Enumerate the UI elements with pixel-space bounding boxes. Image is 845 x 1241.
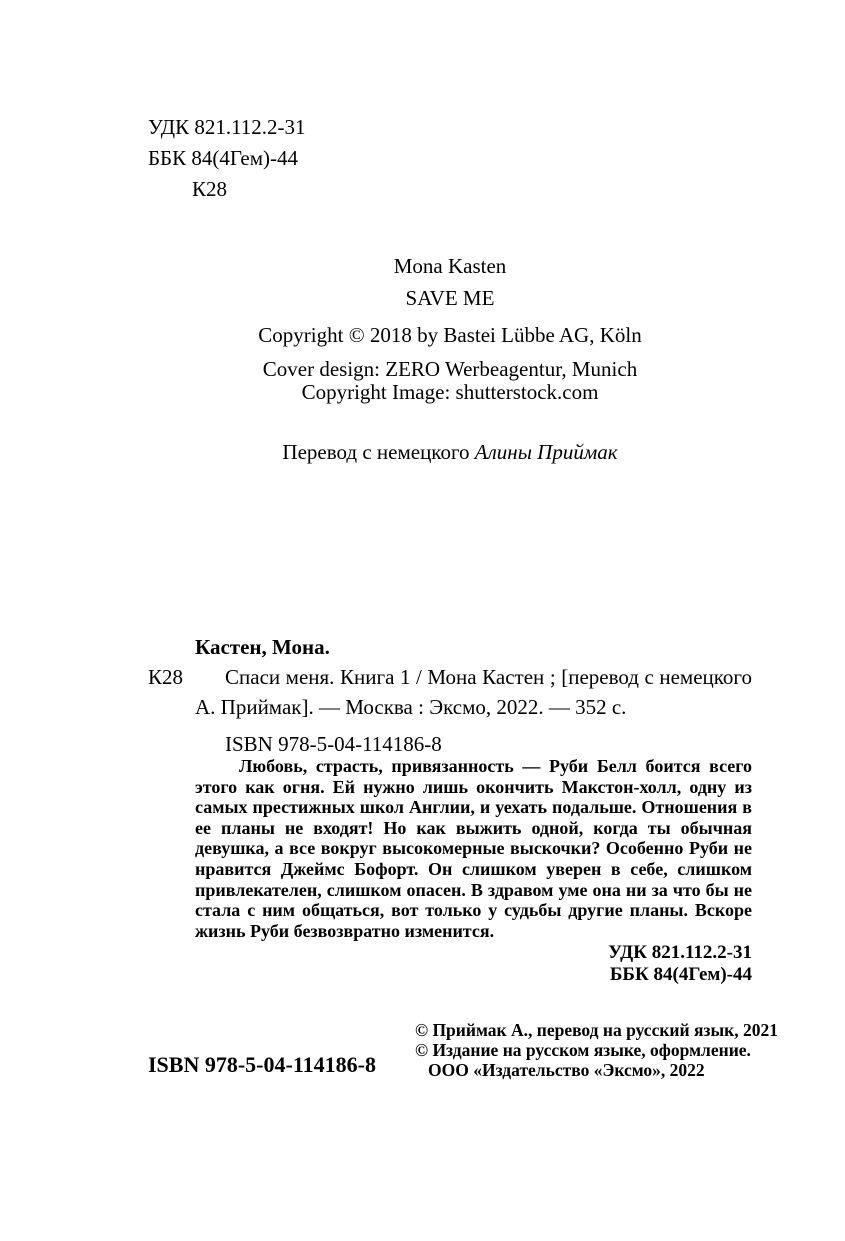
original-title: SAVE ME bbox=[405, 286, 495, 310]
cover-design-line: Cover design: ZERO Werbeagentur, Munich bbox=[262, 357, 638, 381]
copyright-lines bbox=[415, 1020, 778, 1080]
udk-code: УДК 821.112.2-31 bbox=[148, 115, 306, 139]
catalog-description: Спаси меня. Книга 1 / Мона Кастен ; [перевод с немецкого А. Приймак]. — Москва : Эксмо, 2022. — 352 с. bbox=[195, 665, 752, 719]
catalog-card bbox=[148, 632, 752, 759]
bbk-code: ББК 84(4Гем)-44 bbox=[148, 146, 299, 170]
copyright-image-line: Copyright Image: shutterstock.com bbox=[301, 380, 599, 404]
annotation-paragraph: Любовь, страсть, привязанность — Руби Белл боится всего этого как огня. Ей нужно лишь окончить Макстон-холл, одну из самых престижных школ Англии, и уехать подальше. Отношения в ее планы не входят! Но как выжить одной, когда ты обычная девушка, а все вокруг высокомерные выскочки? Особенно Руби не нравится Джеймс Бофорт. Он слишком уверен в себе, слишком привлекателен, слишком опасен. В здравом уме она ни за что бы не стала с ним общаться, вот только у судьбы другие планы. Вскоре жизнь Руби безвозвратно изменится. bbox=[195, 756, 752, 941]
catalog-author-heading: Кастен, Мона. bbox=[195, 635, 330, 659]
copyright-edition-line: © Издание на русском языке, оформление. bbox=[415, 1040, 751, 1060]
catalog-author-sign: К28 bbox=[148, 665, 184, 689]
bottom-classification-block bbox=[148, 942, 752, 986]
original-title-block bbox=[148, 255, 752, 404]
colophon bbox=[148, 1020, 778, 1080]
colophon-isbn: ISBN 978-5-04-114186-8 bbox=[148, 1052, 376, 1077]
original-author: Mona Kasten bbox=[393, 254, 507, 278]
catalog-isbn: ISBN 978-5-04-114186-8 bbox=[225, 732, 442, 756]
top-classification-block bbox=[148, 112, 306, 205]
cover-design-credit bbox=[148, 358, 752, 404]
translation-prefix: Перевод с немецкого bbox=[282, 440, 475, 464]
catalog-description-row bbox=[148, 662, 752, 722]
bbk-code-bottom: ББК 84(4Гем)-44 bbox=[609, 964, 752, 985]
original-copyright: Copyright © 2018 by Bastei Lübbe AG, Köln bbox=[258, 323, 642, 347]
copyright-translation-line: © Приймак А., перевод на русский язык, 2021 bbox=[415, 1020, 778, 1040]
publisher-line: ООО «Издательство «Эксмо», 2022 bbox=[428, 1060, 705, 1080]
author-sign: К28 bbox=[192, 177, 228, 201]
translator-name: Алины Приймак bbox=[474, 440, 618, 464]
translation-credit bbox=[148, 440, 752, 465]
udk-code-bottom: УДК 821.112.2-31 bbox=[608, 942, 752, 963]
